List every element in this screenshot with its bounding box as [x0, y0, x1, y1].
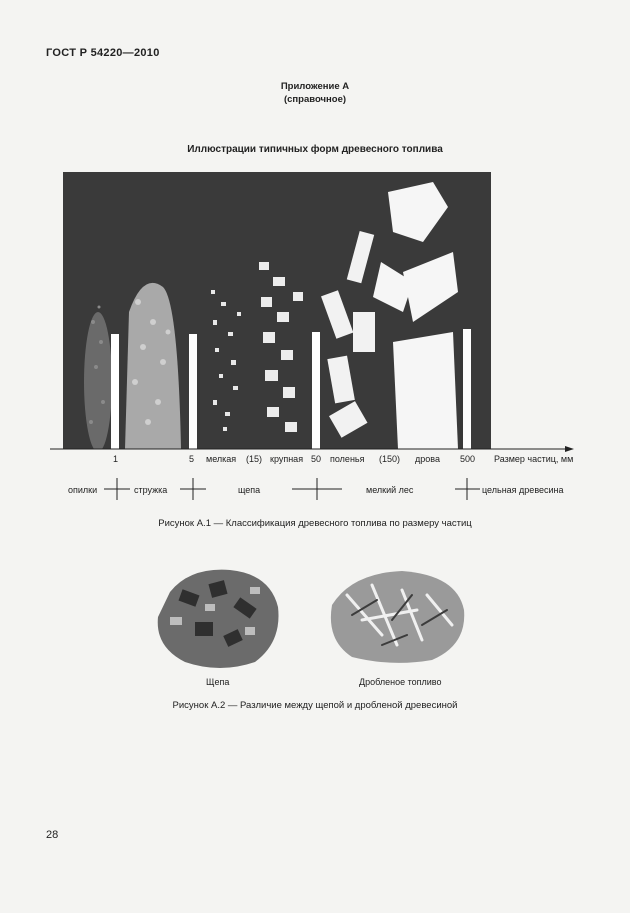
figure1-title: Иллюстрации типичных форм древесного топлива [187, 144, 443, 155]
chips-photo-label: Щепа [206, 677, 230, 687]
figure1-caption: Рисунок А.1 — Классификация древесного топлива по размеру частиц [158, 518, 472, 529]
axis-label-coarse: крупная [270, 454, 304, 464]
appendix-title: Приложение А [280, 81, 350, 92]
axis-tick-5: 5 [189, 454, 195, 464]
class-shavings: стружка [134, 485, 168, 495]
class-chips: щепа [238, 485, 261, 495]
figure2-caption: Рисунок А.2 — Различие между щепой и дробленой древесиной [172, 700, 458, 711]
class-small-wood: мелкий лес [366, 485, 414, 495]
axis-tick-1: 1 [113, 454, 119, 464]
axis-tick-50: 50 [311, 454, 322, 464]
axis-title: Размер частиц, мм [494, 454, 574, 464]
axis-tick-500: 500 [460, 454, 476, 464]
class-whole-wood: цельная древесина [482, 485, 564, 495]
crushed-fuel-photo [322, 565, 470, 665]
appendix-subtitle: (справочное) [283, 94, 347, 105]
axis-label-firewood: дрова [415, 454, 440, 464]
class-sawdust: опилки [68, 485, 98, 495]
appendix-heading [0, 80, 630, 106]
standard-header: ГОСТ Р 54220—2010 [46, 47, 160, 59]
wood-fuel-forms-photo [63, 172, 491, 449]
axis-tick-150: (150) [379, 454, 401, 464]
axis-tick-15: (15) [246, 454, 263, 464]
wood-chips-photo [150, 562, 285, 672]
particle-size-scale [0, 438, 630, 518]
page-number: 28 [46, 829, 59, 841]
axis-label-logs: поленья [330, 454, 365, 464]
crushed-photo-label: Дробленое топливо [359, 677, 442, 687]
axis-label-fine: мелкая [206, 454, 237, 464]
